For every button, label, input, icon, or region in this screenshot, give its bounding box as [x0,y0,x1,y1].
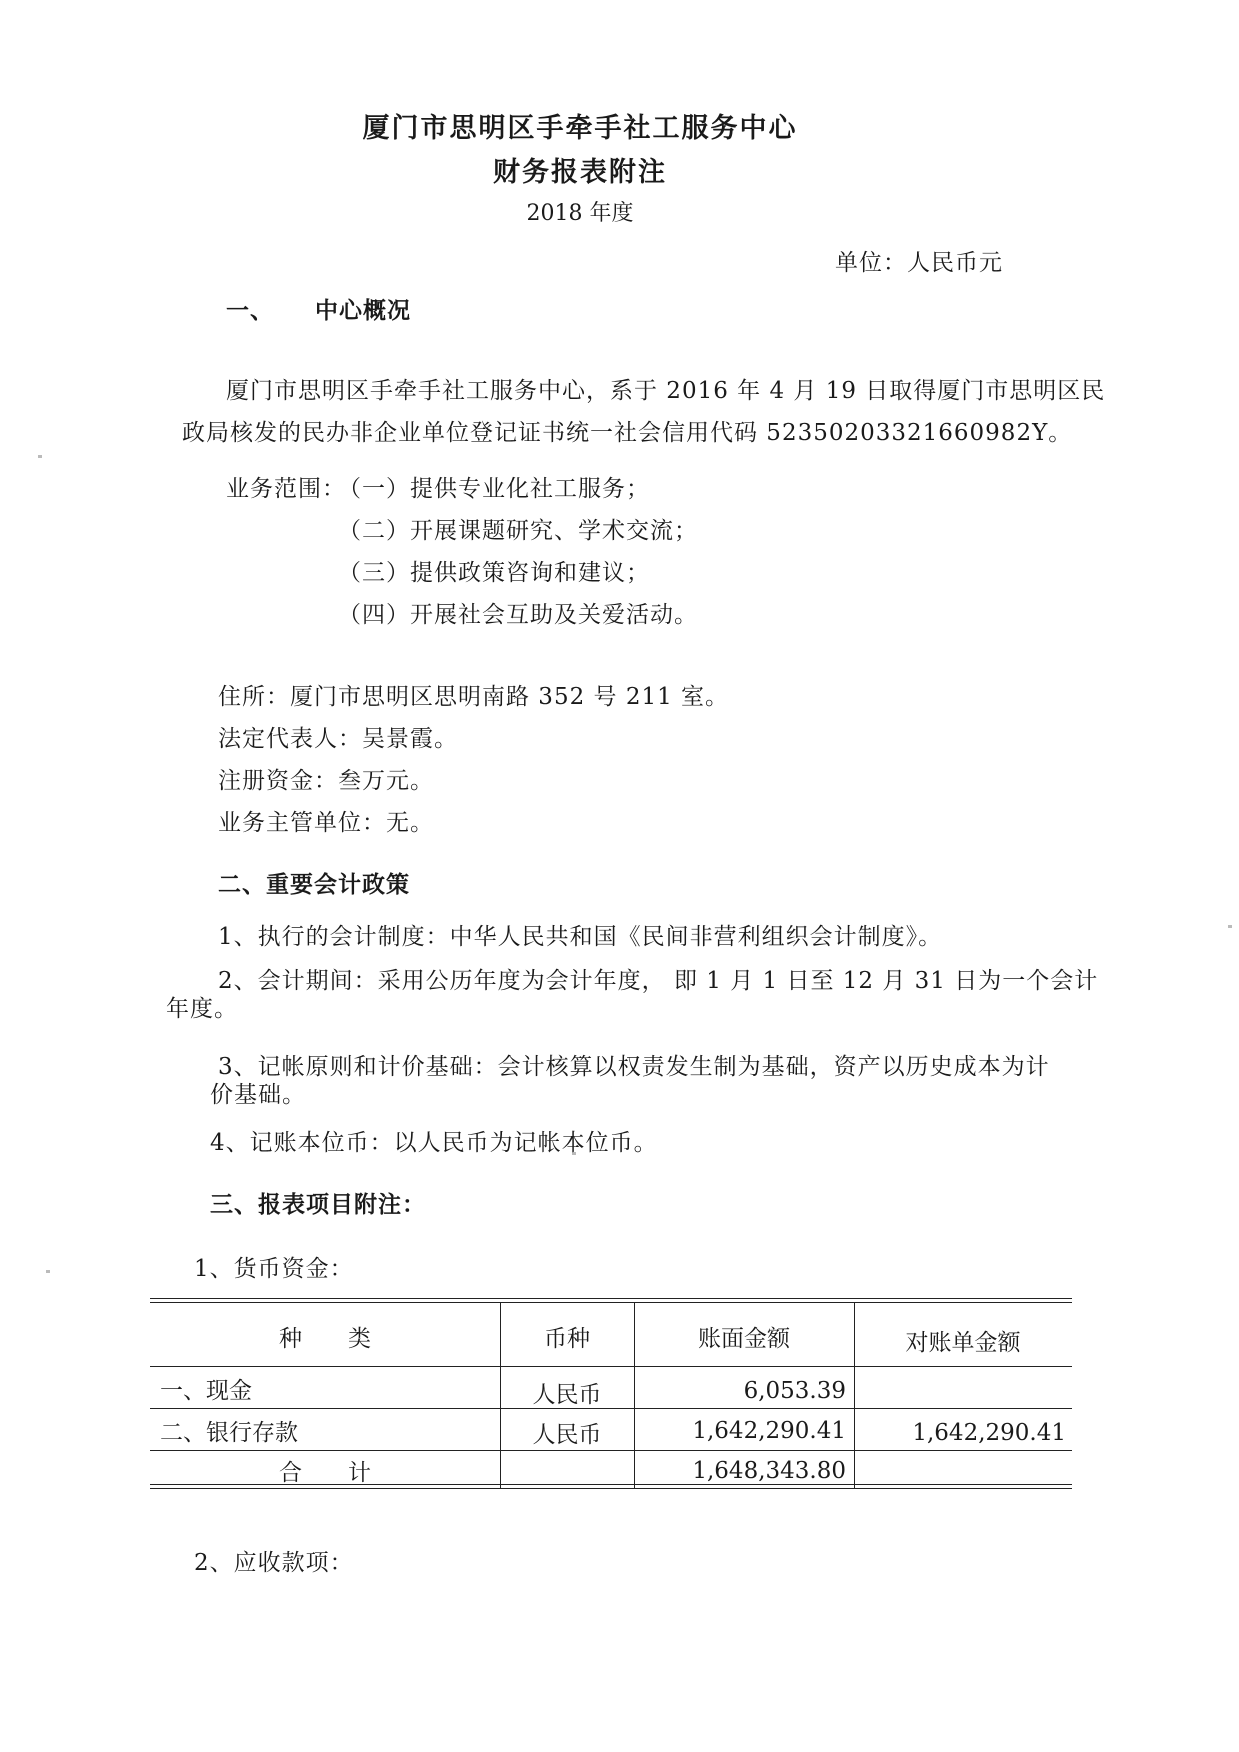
cash-funds-heading: 1、货币资金： [194,1256,354,1282]
table-cell-book-amount: 1,642,290.41 [692,1418,846,1444]
policy-item-3-line-1: 3、记帐原则和计价基础：会计核算以权责发生制为基础，资产以历史成本为计 [218,1054,1050,1080]
currency-unit: 单位：人民币元 [835,250,1003,276]
section-3-title: 三、报表项目附注： [210,1191,426,1218]
registered-capital: 注册资金：叁万元。 [218,768,434,794]
policy-item-2-line-2: 年度。 [166,996,238,1022]
table-cell-category: 一、现金 [160,1378,252,1404]
table-header-currency: 币种 [544,1326,590,1352]
supervising-unit: 业务主管单位：无。 [218,810,434,836]
table-cell-book-amount: 6,053.39 [743,1378,846,1404]
business-scope-item: （三）提供政策咨询和建议； [338,560,650,586]
scan-speck [1228,925,1232,928]
legal-representative: 法定代表人：吴景霞。 [218,726,458,752]
scan-speck [46,1270,50,1273]
table-total-book-amount: 1,648,343.80 [692,1458,846,1484]
table-cell-category: 二、银行存款 [160,1420,298,1446]
table-cell-currency: 人民币 [532,1382,602,1408]
scan-speck [38,455,42,458]
table-cell-currency: 人民币 [532,1422,602,1448]
policy-item-2-line-1: 2、会计期间：采用公历年度为会计年度， 即 1 月 1 日至 12 月 31 日为一个会计 [218,968,1099,994]
table-rule [150,1488,1072,1489]
receivables-heading: 2、应收款项： [194,1550,354,1576]
table-cell-statement-amount: 1,642,290.41 [912,1420,1066,1446]
business-scope-item: （二）开展课题研究、学术交流； [338,518,698,544]
table-header-book-amount: 账面金额 [698,1326,790,1352]
table-header-statement-amount: 对账单金额 [905,1330,1021,1356]
overview-line-1: 厦门市思明区手牵手社工服务中心，系于 2016 年 4 月 19 日取得厦门市思明区民 [226,378,1106,404]
overview-line-2: 政局核发的民办非企业单位登记证书统一社会信用代码 52350203321660982Y。 [182,420,1073,446]
document-title: 厦门市思明区手牵手社工服务中心 [362,113,798,144]
table-rule [150,1450,1072,1451]
document-year: 2018 年度 [526,201,634,226]
section-1-number: 一、 [226,297,274,324]
cash-funds-table [150,1298,1072,1490]
table-rule [150,1302,1072,1303]
policy-item-1: 1、执行的会计制度：中华人民共和国《民间非营利组织会计制度》。 [218,924,943,950]
table-rule [150,1298,1072,1299]
policy-item-4: 4、记账本位币：以人民币为记帐本位币。 [210,1130,658,1156]
business-scope-item: （一）提供专业化社工服务； [338,476,650,502]
business-scope-label: 业务范围： [226,476,346,502]
policy-item-3-line-2: 价基础。 [210,1082,306,1108]
document-subtitle: 财务报表附注 [493,157,667,188]
table-rule [150,1366,1072,1367]
business-scope-item: （四）开展社会互助及关爱活动。 [338,602,698,628]
section-1-title: 中心概况 [315,297,411,324]
table-total-label: 合 计 [279,1460,371,1486]
address: 住所：厦门市思明区思明南路 352 号 211 室。 [218,684,730,710]
table-header-category: 种 类 [279,1326,371,1352]
section-2-title: 二、重要会计政策 [218,871,410,898]
